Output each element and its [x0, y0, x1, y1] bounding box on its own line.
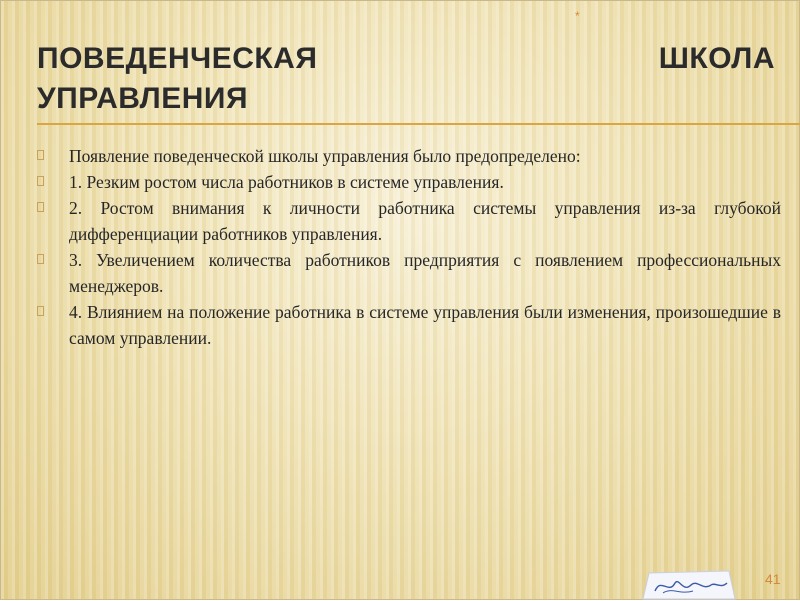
page-number: 41 [765, 571, 781, 587]
bullet-list [37, 143, 781, 351]
list-item [37, 195, 781, 247]
list-item [37, 299, 781, 351]
title-underline [37, 123, 800, 125]
decor-star: * [575, 9, 580, 23]
list-item-text: Появление поведенческой школы управления было предопределено: [69, 146, 581, 166]
list-item-text: 2. Ростом внимания к личности работника системы управления из-за глубокой дифференциации работников управления. [69, 198, 781, 244]
bullet-icon [37, 150, 44, 160]
title-word-left: ПОВЕДЕНЧЕСКАЯ [37, 42, 318, 75]
bullet-icon [37, 254, 44, 264]
bullet-icon [37, 306, 44, 316]
title-word-right: ШКОЛА [658, 42, 775, 75]
list-item [37, 247, 781, 299]
bullet-icon [37, 176, 44, 186]
list-item-text: 4. Влиянием на положение работника в системе управления были изменения, произошедшие в самом управлении. [69, 302, 781, 348]
list-item-text: 3. Увеличением количества работников предприятия с появлением профессиональных менеджеров. [69, 250, 781, 296]
list-item [37, 169, 781, 195]
title-line-2: УПРАВЛЕНИЯ [37, 82, 249, 115]
bullet-icon [37, 202, 44, 212]
slide-title [37, 39, 775, 119]
list-item [37, 143, 781, 169]
list-item-text: 1. Резким ростом числа работников в системе управления. [69, 172, 504, 192]
signature-logo-icon [641, 569, 737, 601]
title-line-1 [37, 39, 775, 79]
